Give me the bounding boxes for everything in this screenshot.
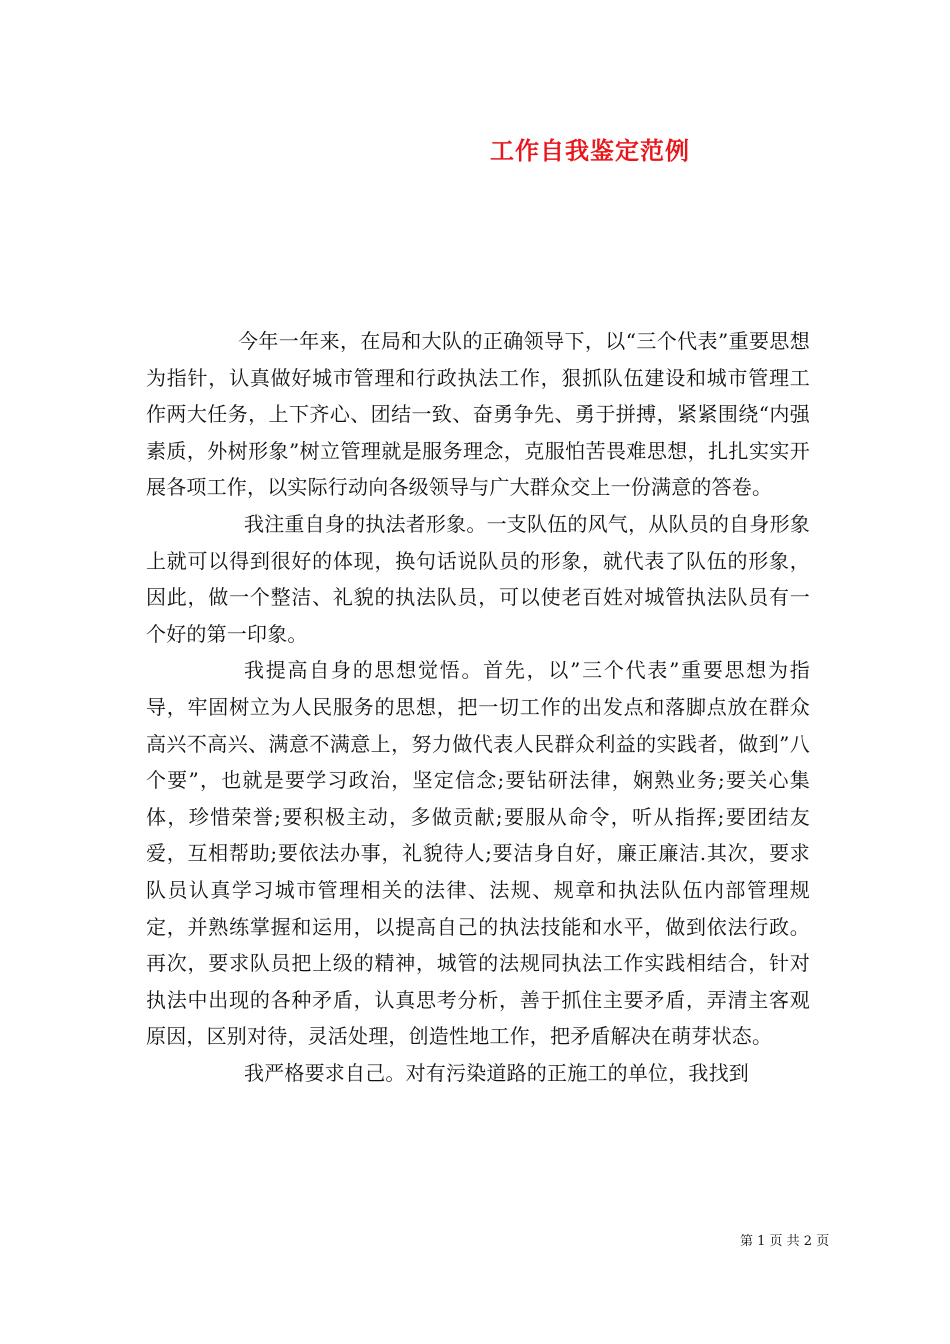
document-body — [146, 323, 810, 1091]
document-title: 工作自我鉴定范例 — [490, 136, 690, 165]
paragraph-strict: 我严格要求自己。对有污染道路的正施工的单位，我找到 — [244, 1060, 749, 1085]
page-number-footer: 第 1 页 共 2 页 — [740, 1234, 830, 1249]
paragraph-image: 我注重自身的执法者形象。一支队伍的风气，从队员的自身形象上就可以得到很好的体现，换句话说队员的形象，就代表了队伍的形象，因此，做一个整洁、礼貌的执法队员，可以使老百姓对城管执法队员有一个好的第一印象。 — [146, 511, 810, 646]
paragraph-awareness: 我提高自身的思想觉悟。首先，以”三个代表”重要思想为指导，牢固树立为人民服务的思想，把一切工作的出发点和落脚点放在群众高兴不高兴、满意不满意上，努力做代表人民群众利益的实践者，做到”八个要”，也就是要学习政治，坚定信念;要钻研法律，娴熟业务;要关心集体，珍惜荣誉;要积极主动，多做贡献;要服从命令，听从指挥;要团结友爱，互相帮助;要依法办事，礼貌待人;要洁身自好，廉正廉洁.其次，要求队员认真学习城市管理相关的法律、法规、规章和执法队伍内部管理规定，并熟练掌握和运用，以提高自己的执法技能和水平，做到依法行政。再次，要求队员把上级的精神，城管的法规同执法工作实践相结合，针对执法中出现的各种矛盾，认真思考分析，善于抓住主要矛盾，弄清主客观原因，区别对待，灵活处理，创造性地工作，把矛盾解决在萌芽状态。 — [146, 658, 810, 1049]
paragraph-intro: 今年一年来，在局和大队的正确领导下，以“三个代表”重要思想为指针，认真做好城市管理和行政执法工作，狠抓队伍建设和城市管理工作两大任务，上下齐心、团结一致、奋勇争先、勇于拼搏，紧紧围绕“内强素质，外树形象”树立管理就是服务理念，克服怕苦畏难思想，扎扎实实开展各项工作，以实际行动向各级领导与广大群众交上一份满意的答卷。 — [146, 329, 810, 500]
